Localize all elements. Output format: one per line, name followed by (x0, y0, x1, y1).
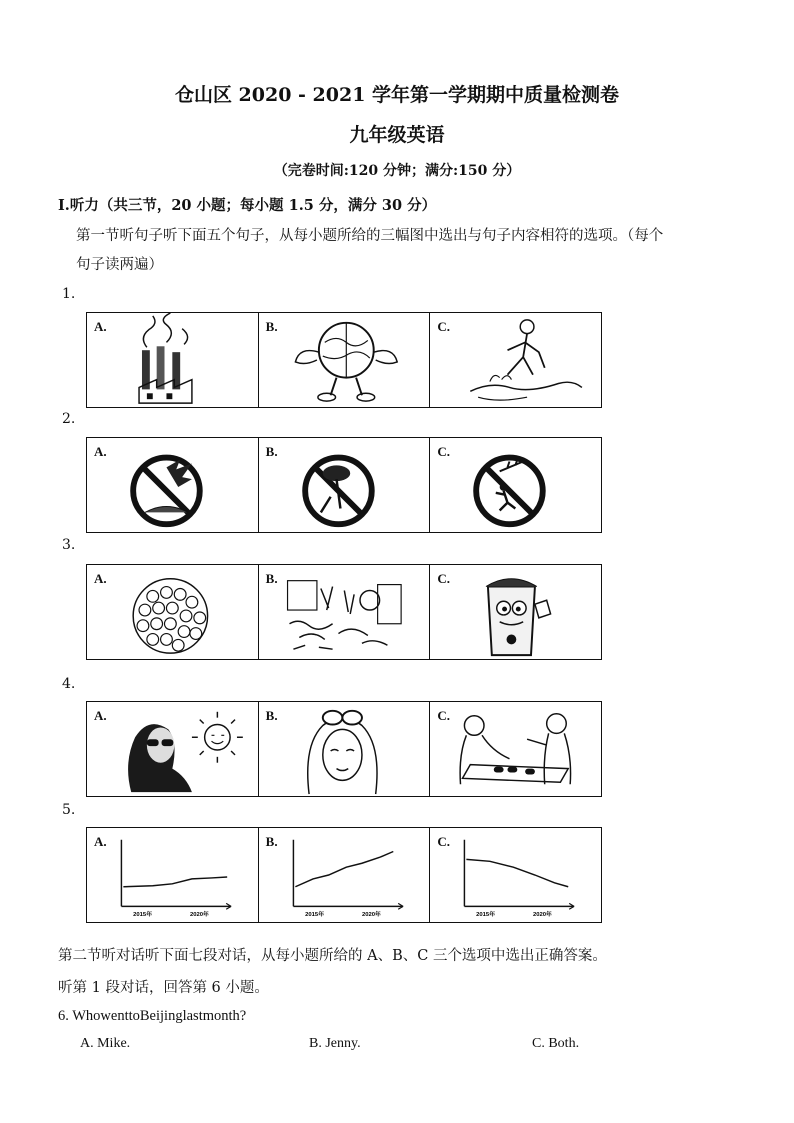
option-a[interactable] (87, 313, 259, 407)
question-number: 4. (62, 676, 76, 692)
option-label: C. (437, 444, 450, 459)
question-number: 1. (62, 286, 76, 302)
axis-year: 2020年 (361, 912, 381, 919)
exam-info: （完卷时间:120 分钟；满分:150 分） (273, 163, 521, 179)
option-b[interactable] (259, 702, 431, 796)
picture-row-1 (86, 312, 602, 408)
question-number: 2. (62, 411, 76, 427)
option-label: C. (437, 708, 450, 723)
factory-pollution-icon (87, 313, 258, 407)
part1-instruction: 第一节听句子听下面五个句子，从每小题所给的三幅图中选出与句子内容相符的选项。（每个 (76, 228, 664, 244)
option-a[interactable] (87, 565, 259, 659)
option-b[interactable] (259, 313, 431, 407)
axis-year: 2015年 (133, 912, 153, 919)
option-label: B. (265, 319, 278, 334)
exam-subtitle: 九年级英语 (349, 124, 445, 146)
option-label: B. (265, 834, 278, 849)
option-b[interactable] (259, 828, 431, 922)
section-heading: I.听力（共三节，20 小题；每小题 1.5 分，满分 30 分） (58, 197, 437, 214)
option-label: B. (265, 444, 278, 459)
dialog-intro: 听第 1 段对话，回答第 6 小题。 (58, 980, 269, 996)
no-climbing-trees-icon (430, 438, 601, 532)
answer-option-a[interactable]: A. Mike. (80, 1036, 131, 1051)
graph-rise-icon (259, 828, 430, 922)
option-a[interactable] (87, 438, 259, 532)
answer-option-b[interactable]: B. Jenny. (309, 1036, 361, 1051)
option-label: A. (94, 708, 107, 723)
option-label: A. (94, 319, 107, 334)
option-label: C. (437, 319, 450, 334)
question-number: 5. (62, 802, 76, 818)
option-c[interactable] (430, 565, 601, 659)
option-a[interactable] (87, 828, 259, 922)
answer-option-c[interactable]: C. Both. (532, 1036, 580, 1051)
question-6-text: 6. WhowenttoBeijinglastmonth? (58, 1008, 247, 1024)
option-a[interactable] (87, 702, 259, 796)
option-label: A. (94, 834, 107, 849)
option-label: A. (94, 444, 107, 459)
question-number: 3. (62, 537, 76, 553)
crowd-of-people-icon (87, 565, 258, 659)
part1-instruction-cont: 句子读两遍） (76, 257, 163, 273)
graph-slight-rise-icon (87, 828, 258, 922)
picture-row-3 (86, 564, 602, 660)
exam-title: 仓山区 2020 - 2021 学年第一学期期中质量检测卷 (174, 84, 620, 106)
picture-row-5 (86, 827, 602, 923)
earth-cartoon-icon (259, 313, 430, 407)
option-c[interactable] (430, 438, 601, 532)
girl-sunglasses-on-head-icon (259, 702, 430, 796)
graph-fall-icon (430, 828, 601, 922)
option-b[interactable] (259, 565, 431, 659)
axis-year: 2015年 (304, 912, 324, 919)
option-c[interactable] (430, 828, 601, 922)
option-label: B. (265, 571, 278, 586)
picture-row-4 (86, 701, 602, 797)
axis-year: 2020年 (189, 912, 209, 919)
man-planting-icon (430, 313, 601, 407)
no-cutting-trees-icon (259, 438, 430, 532)
woman-sunglasses-sun-icon (87, 702, 258, 796)
picture-row-2 (86, 437, 602, 533)
option-b[interactable] (259, 438, 431, 532)
no-burning-trees-icon (87, 438, 258, 532)
shopping-sunglasses-icon (430, 702, 601, 796)
option-label: C. (437, 834, 450, 849)
option-label: B. (265, 708, 278, 723)
messy-street-icon (259, 565, 430, 659)
axis-year: 2015年 (476, 912, 496, 919)
option-label: A. (94, 571, 107, 586)
option-c[interactable] (430, 702, 601, 796)
option-label: C. (437, 571, 450, 586)
axis-year: 2020年 (533, 912, 553, 919)
part2-instruction: 第二节听对话听下面七段对话，从每小题所给的 A、B、C 三个选项中选出正确答案。 (58, 948, 607, 964)
option-c[interactable] (430, 313, 601, 407)
recycle-bin-cartoon-icon (430, 565, 601, 659)
